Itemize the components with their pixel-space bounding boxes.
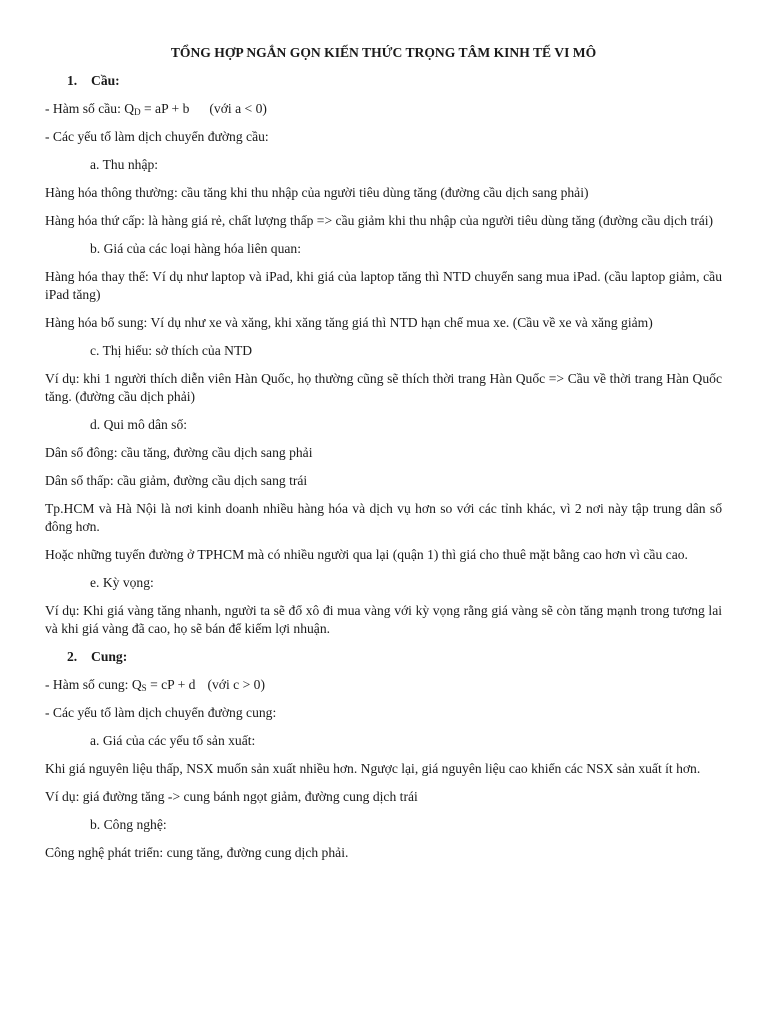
subheading-input-prices: a. Giá của các yếu tố sản xuất: — [90, 733, 256, 748]
subheading-income: a. Thu nhập: — [90, 157, 159, 172]
paragraph: Dân số đông: cầu tăng, đường cầu dịch sang phải — [45, 445, 313, 460]
section-title: Cầu: — [91, 73, 120, 88]
subheading-technology: b. Công nghệ: — [90, 817, 167, 832]
subheading-related-goods: b. Giá của các loại hàng hóa liên quan: — [90, 241, 301, 256]
subheading-expectations: e. Kỳ vọng: — [90, 575, 154, 590]
demand-function: - Hàm số cầu: $Q_D$ = aP + b (với a < 0) — [45, 101, 267, 117]
supply-factors-intro: - Các yếu tố làm dịch chuyển đường cung: — [45, 705, 277, 720]
supply-function: - Hàm số cung: $Q_S$ = cP + d (với c > 0) — [45, 677, 265, 693]
section-heading-cau — [45, 72, 722, 90]
paragraph: Hàng hóa thứ cấp: là hàng giá rẻ, chất lượng thấp => cầu giảm khi thu nhập của người tiêu dùng tăng (đường cầu dịch trái) — [45, 213, 714, 228]
paragraph: Hàng hóa thông thường: cầu tăng khi thu nhập của người tiêu dùng tăng (đường cầu dịch sang phải) — [45, 185, 589, 200]
paragraph: Ví dụ: khi 1 người thích diễn viên Hàn Quốc, họ thường cũng sẽ thích thời trang Hàn Quốc => Cầu về thời trang Hàn Quốc tăng. (đường cầu dịch phải) — [45, 371, 722, 404]
paragraph: Ví dụ: giá đường tăng -> cung bánh ngọt giảm, đường cung dịch trái — [45, 789, 418, 804]
document-title: TỔNG HỢP NGẮN GỌN KIẾN THỨC TRỌNG TÂM KINH TẾ VI MÔ — [170, 45, 597, 60]
section-number: 2. — [67, 649, 78, 664]
section-number: 1. — [67, 73, 78, 88]
paragraph: Tp.HCM và Hà Nội là nơi kinh doanh nhiều hàng hóa và dịch vụ hơn so với các tỉnh khác, vì 2 nơi này tập trung dân số đông hơn. — [45, 501, 722, 534]
paragraph: Công nghệ phát triển: cung tăng, đường cung dịch phải. — [45, 845, 349, 860]
paragraph: Hàng hóa bổ sung: Ví dụ như xe và xăng, khi xăng tăng giá thì NTD hạn chế mua xe. (Cầu về xe và xăng giảm) — [45, 315, 653, 330]
paragraph: Hàng hóa thay thế: Ví dụ như laptop và iPad, khi giá của laptop tăng thì NTD chuyển sang mua iPad. (cầu laptop giảm, cầu iPad tăng) — [45, 269, 722, 302]
paragraph: Khi giá nguyên liệu thấp, NSX muốn sản xuất nhiều hơn. Ngược lại, giá nguyên liệu cao khiến các NSX sản xuất ít hơn. — [45, 761, 701, 776]
subheading-population: d. Qui mô dân số: — [90, 417, 188, 432]
section-heading-cung — [45, 648, 722, 666]
paragraph: Hoặc những tuyến đường ở TPHCM mà có nhiều người qua lại (quận 1) thì giá cho thuê mặt bằng cao hơn vì cầu cao. — [45, 547, 688, 562]
demand-factors-intro: - Các yếu tố làm dịch chuyển đường cầu: — [45, 129, 269, 144]
subheading-taste: c. Thị hiếu: sở thích của NTD — [90, 343, 253, 358]
paragraph: Dân số thấp: cầu giảm, đường cầu dịch sang trái — [45, 473, 308, 488]
paragraph: Ví dụ: Khi giá vàng tăng nhanh, người ta sẽ đổ xô đi mua vàng với kỳ vọng rằng giá vàng sẽ còn tăng mạnh trong tương lai và khi giá vàng đã cao, họ sẽ bán để kiếm lợi nhuận. — [45, 603, 722, 636]
section-title: Cung: — [91, 649, 128, 664]
